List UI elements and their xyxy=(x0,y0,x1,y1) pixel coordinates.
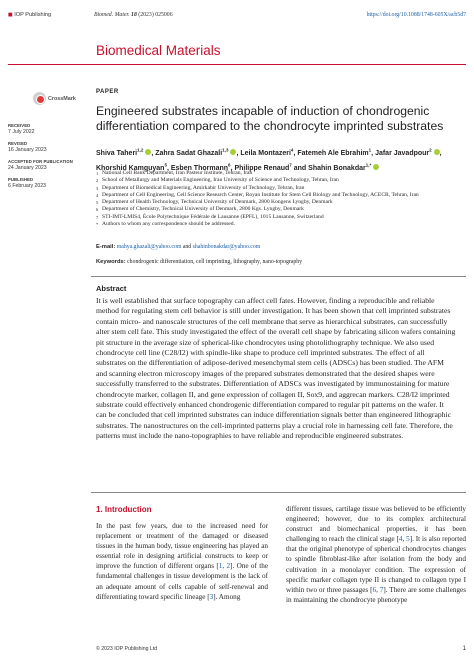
citation-link[interactable]: 7 xyxy=(379,585,384,594)
author-affiliation-marker: 1,2 xyxy=(137,148,144,153)
affiliation-item xyxy=(96,177,461,184)
citation-link[interactable]: 6 xyxy=(372,585,377,594)
body-text: ]. Among xyxy=(213,592,241,601)
body-text: ]. One of the fundamental challenges in tissue development is the lack of an adequate amount of cells capable of self-renewal and differentiating toward specific lineage [ xyxy=(96,562,269,601)
affiliation-text: STI-IMT-LMIS4, École Polytechnique Fédérale de Lausanne (EPFL), 1015 Lausanne, Switzerland xyxy=(102,213,324,220)
publisher-label: IOP Publishing xyxy=(14,12,52,18)
author xyxy=(96,150,155,157)
email-link-2[interactable]: shahinbonakdar@yahoo.com xyxy=(192,244,261,250)
section-heading-introduction: 1. Introduction xyxy=(96,505,152,514)
author-name: Philippe Renaud xyxy=(234,164,290,172)
author-affiliation-marker: 2 xyxy=(429,148,432,153)
affiliation-text: Department of Biomedical Engineering, Amirkabir University of Technology, Tehran, Iran xyxy=(102,184,305,191)
date-block xyxy=(8,177,88,189)
affiliation-number: * xyxy=(96,222,99,228)
body-text: In the past few years, due to the increased need for replacement or treatment of the damaged or diseased tissues in the human body, tissue engineering has played an essential role in designing artificial constructs to keep or improve the function of different organs [ xyxy=(96,522,268,571)
date-label: PUBLISHED xyxy=(8,177,34,182)
orcid-icon[interactable] xyxy=(373,164,379,170)
affiliation-text: Department of Chemistry, Technical University of Denmark, 2800 Kgs. Lyngby, Denmark xyxy=(102,206,304,213)
author-name: Khorshid Kamguyan xyxy=(96,164,165,172)
author xyxy=(375,150,442,157)
affiliation-number: 4 xyxy=(96,192,99,198)
email-link-1[interactable]: mahya.ghazali@yahoo.com xyxy=(116,244,182,250)
keywords xyxy=(96,259,461,265)
iop-mark: ◼ xyxy=(8,12,13,18)
author-name: Zahra Sadat Ghazali xyxy=(155,150,223,158)
author-affiliation-marker: 1,* xyxy=(365,162,372,168)
crossmark-badge[interactable] xyxy=(33,92,76,105)
affiliation-item xyxy=(96,214,461,221)
publication-dates xyxy=(8,123,88,195)
citation-link[interactable]: 2 xyxy=(226,562,231,571)
date-block xyxy=(8,141,88,153)
author-affiliation-marker: 1 xyxy=(368,148,372,153)
affiliation-number: 1 xyxy=(96,171,99,176)
affiliation-item xyxy=(96,206,461,213)
citation-year-id: (2023) 025006 xyxy=(138,12,173,18)
author-separator: , xyxy=(151,150,156,158)
affiliation-number: 2 xyxy=(96,178,99,184)
paper-type-label: PAPER xyxy=(96,89,119,95)
author-name: Shiva Taheri xyxy=(96,150,138,158)
author-name: Shahin Bonakdar xyxy=(308,164,366,172)
author xyxy=(297,150,375,157)
author xyxy=(240,150,297,157)
doi-link[interactable]: https://doi.org/10.1088/1748-605X/acb5d7 xyxy=(366,12,466,18)
publisher-name xyxy=(8,12,51,18)
date-value: 7 July 2022 xyxy=(8,129,35,135)
author-affiliation-marker: 7 xyxy=(289,162,292,168)
affiliation-item xyxy=(96,185,461,192)
author-affiliation-marker: 6 xyxy=(228,162,231,168)
date-value: 24 January 2023 xyxy=(8,165,47,171)
abstract-rule-top xyxy=(91,276,466,277)
author-name: Fatemeh Ale Ebrahim xyxy=(297,150,369,158)
email-line xyxy=(96,244,260,250)
author-separator: , xyxy=(439,150,442,158)
intro-column-right xyxy=(286,504,466,605)
citation xyxy=(94,12,173,18)
citation-journal: Biomed. Mater. xyxy=(94,12,130,18)
body-text: , xyxy=(376,585,380,594)
author-name: Leila Montazeri xyxy=(240,150,291,158)
author-separator: , xyxy=(236,150,241,158)
citation-link[interactable]: 5 xyxy=(406,535,410,544)
date-block xyxy=(8,123,88,135)
journal-name: Biomedical Materials xyxy=(96,43,221,58)
body-text: ]. There are some challenges in maintaining the chondrocyte phenotype xyxy=(286,585,466,604)
author-name: Esben Thormann xyxy=(170,164,229,172)
keywords-label: Keywords: xyxy=(96,259,126,265)
citation-link[interactable]: 3 xyxy=(209,592,214,601)
author-name: Jafar Javadpour xyxy=(375,150,430,158)
affiliation-list xyxy=(96,170,461,228)
author-affiliation-marker: 1,3 xyxy=(222,148,229,153)
keywords-text: chondrogenic differentiation, cell imprinting, lithography, nano-topography xyxy=(127,259,303,265)
affiliation-text: National Cell Bank Department, Iran Pasteur Institute, Tehran, Iran xyxy=(102,170,253,176)
citation-link[interactable]: 4 xyxy=(398,535,403,544)
body-text: different tissues, cartilage tissue was believed to be efficiently engineered; however, due to its complex architectural construct and biomechanical properties, it has been challenging to reach the clinical stage [ xyxy=(286,505,466,544)
affiliation-text: School of Metallurgy and Materials Engineering, Iran University of Science and Technology, Tehran, Iran xyxy=(102,177,339,184)
crossmark-icon xyxy=(33,92,46,105)
author-separator: and xyxy=(291,164,309,172)
author-separator: , xyxy=(371,150,376,158)
affiliation-item xyxy=(96,221,461,228)
author-separator: , xyxy=(293,150,298,158)
author-separator: , xyxy=(166,164,171,172)
affiliation-text: Department of Cell Engineering, Cell Science Research Center, Royan Institute for Stem Cell Biology and Technology, ACECR, Tehran, Iran xyxy=(102,191,419,198)
date-label: RECEIVED xyxy=(8,123,31,128)
article-title: Engineered substrates incapable of induction of chondrogenic differentiation compared to the chondrocyte imprinted substrates xyxy=(96,104,444,133)
citation-link[interactable]: 1 xyxy=(218,562,223,571)
abstract-heading: Abstract xyxy=(96,284,127,293)
date-label: REVISED xyxy=(8,141,28,146)
abstract-text: It is well established that surface topography can affect cell fates. However, finding a reproducible and reliable method for regulating stem cell behavior is still under investigation. It has been shown that cell imprinted substrates contain micro- and nanoscale structures of the cell membrane that serve as hierarchical substrates, can successfully alter stem cell fate. This study investigated the effect of the overall cell shape by fabricating silicon wafers containing pit structure in the average size of spherical-like chondrocytes using photolithography technique. We also used chondrocyte cell line (C28/I2) with spindle-like shape to produce cell imprinted substrates. The effect of all substrates on the differentiation of adipose-derived mesenchymal stem cells (ADSCs) has been studied. The AFM and scanning electron microscopy images of the prepared substrates demonstrated that the desired shapes were successfully transferred to the substrates. Differentiation of ADSCs was investigated by immunostaining for mature chondrocyte marker, collagen II, and gene expression of collagen II, Sox9, and aggrecan markers. C28/I2 imprinted substrate could effectively enhanced chondrogenic differentiation compared to regular pit patterns on the wafer. It can be concluded that cell imprinted substrates can induce differentiation signals better than engineered lithographic substrates. The nanostructures on the cell-imprinted patterns play a crucial role in harnessing cell fate. Therefore, the patterns must include the nano-topographies to have reliable and reproducible engineered substrates. xyxy=(96,296,456,441)
author xyxy=(155,150,240,157)
body-text: ]. It is also reported that the original phenotype of spherical chondrocytes changes to spindle fibroblast-like after isolation from the body and cultivation in a monolayer condition. The expression of specific marker collagen type II is changed to collagen type I within two or three passages [ xyxy=(286,535,467,594)
email-joiner: and xyxy=(182,244,192,250)
body-text: , xyxy=(402,535,407,544)
affiliation-text: Department of Health Technology, Technical University of Denmark, 2800 Kongens Lyngby, Denmark xyxy=(102,199,333,206)
abstract-rule-bottom xyxy=(91,492,466,493)
affiliation-text: Authors to whom any correspondence should be addressed. xyxy=(102,221,235,228)
date-value: 6 February 2023 xyxy=(8,183,47,189)
page-number: 1 xyxy=(462,646,466,652)
date-block xyxy=(8,159,88,171)
author-affiliation-marker: 4 xyxy=(290,148,294,153)
date-value: 16 January 2023 xyxy=(8,147,47,153)
affiliation-number: 5 xyxy=(96,200,99,206)
affiliation-number: 3 xyxy=(96,185,99,191)
crossmark-label: CrossMark xyxy=(48,95,76,102)
affiliation-number: 7 xyxy=(96,214,99,220)
email-label: E-mail: xyxy=(96,244,116,250)
date-label: ACCEPTED FOR PUBLICATION xyxy=(8,159,73,164)
author-affiliation-marker: 5 xyxy=(164,162,167,168)
copyright-footer: © 2023 IOP Publishing Ltd xyxy=(96,646,158,652)
journal-rule xyxy=(8,64,466,65)
citation-volume: 18 xyxy=(131,12,137,18)
intro-column-left xyxy=(96,521,268,602)
body-text: , xyxy=(222,562,227,571)
author-separator: , xyxy=(230,164,235,172)
affiliation-number: 6 xyxy=(96,207,99,213)
